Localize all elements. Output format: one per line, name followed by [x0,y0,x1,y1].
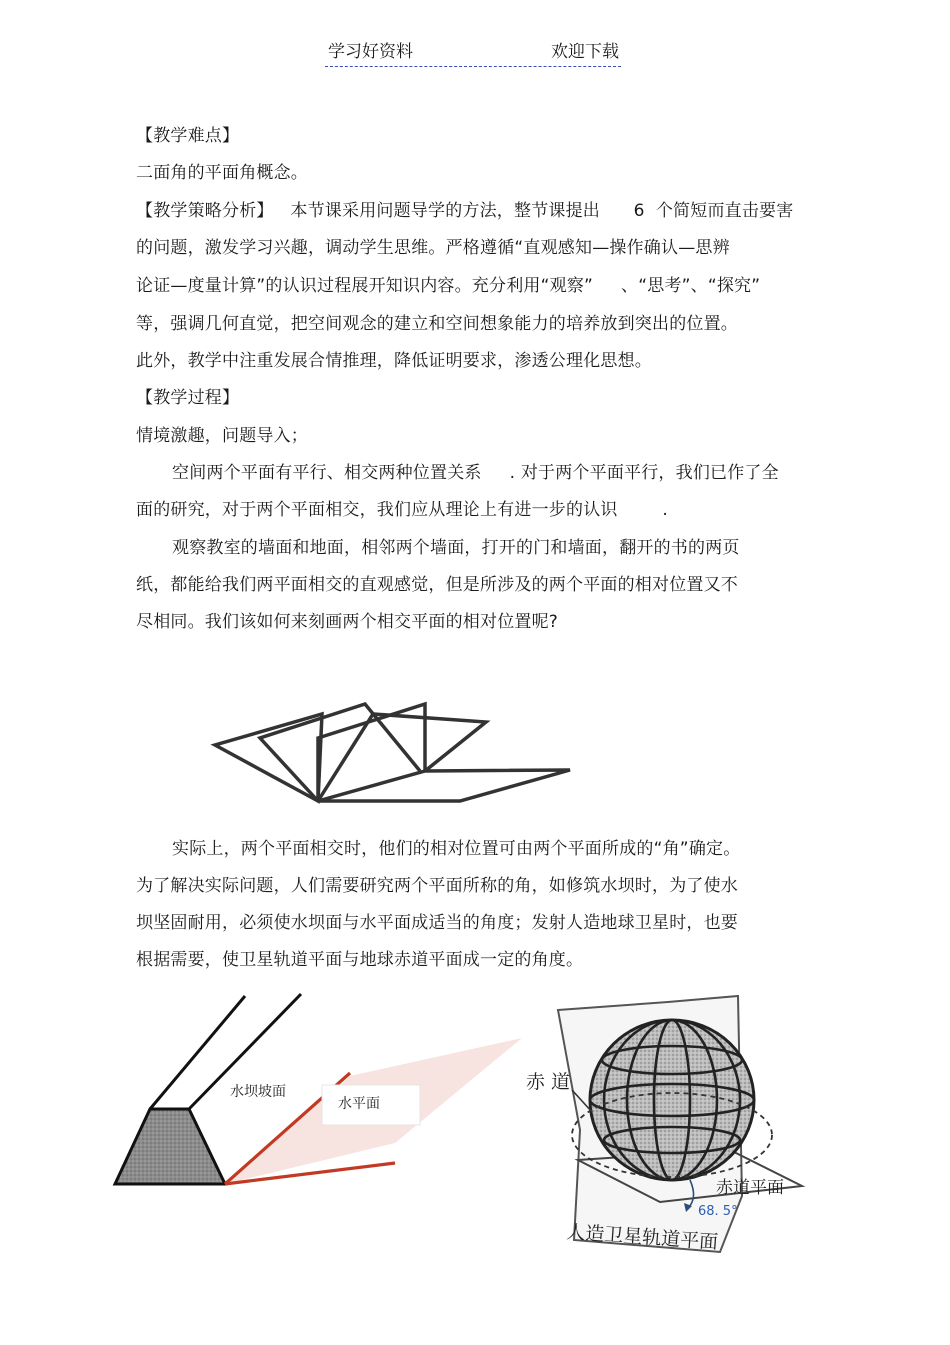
plane-wing-right [318,714,486,801]
dam-slope-label: 水坝坡面 [230,1084,286,1100]
plane-wing-mid [260,704,420,801]
paragraph-line: 坝坚固耐用，必须使水坝面与水平面成适当的角度；发射人造地球卫星时，也要 [136,913,738,933]
angle-label: 68. 5° [698,1204,738,1219]
header-right-text: 欢迎下载 [551,42,619,62]
paragraph-line: 等，强调几何直觉，把空间观念的建立和空间想象能力的培养放到突出的位置。 [136,314,738,334]
section-heading-difficulty: 【教学难点】 [136,126,240,146]
equator-label: 赤 道 [526,1071,571,1093]
page-header [325,40,621,67]
section-heading-process: 【教学过程】 [136,388,240,408]
paragraph-line: 面的研究，对于两个平面相交，我们应从理论上有进一步的认识 . [136,500,669,520]
paragraph-line: 【教学策略分析】 本节课采用问题导学的方法，整节课提出 6 个简短而直击要害 [136,201,794,221]
equator-plane-label: 赤道平面 [716,1178,784,1198]
paragraph-line: 纸，都能给我们两平面相交的直观感觉，但是所涉及的两个平面的相对位置又不 [136,575,738,595]
paragraph-line: 根据需要，使卫星轨道平面与地球赤道平面成一定的角度。 [136,950,584,970]
header-left-text: 学习好资料 [328,42,413,62]
paragraph-line: 尽相同。我们该如何来刻画两个相交平面的相对位置呢? [136,612,559,632]
paragraph-line: 二面角的平面角概念。 [136,163,308,183]
plane-floor [318,770,570,801]
intersecting-planes-figure [205,700,585,810]
horizontal-plane-label: 水平面 [338,1096,380,1112]
paragraph-line: 此外，教学中注重发展合情推理，降低证明要求，渗透公理化思想。 [136,351,652,371]
paragraph-line: 的问题，激发学习兴趣，调动学生思维。严格遵循“直观感知—操作确认—思辨 [136,238,730,258]
dam-body [115,1109,225,1184]
paragraph-line: 为了解决实际问题，人们需要研究两个平面所称的角，如修筑水坝时，为了使水 [136,876,738,896]
paragraph-line: 情境激趣，问题导入； [136,426,308,446]
paragraph-line: 实际上，两个平面相交时，他们的相对位置可由两个平面所成的“角”确定。 [172,839,741,859]
orbit-plane-label: 人造卫星轨道平面 [565,1221,719,1254]
paragraph-line: 论证—度量计算”的认识过程展开知识内容。充分利用“观察” 、“思考”、“探究” [136,276,761,296]
dam-figure [110,990,530,1195]
paragraph-line: 空间两个平面有平行、相交两种位置关系 . 对于两个平面平行，我们已作了全 [172,463,779,483]
paragraph-line: 观察教室的墙面和地面，相邻两个墙面，打开的门和墙面，翻开的书的两页 [172,538,740,558]
earth-orbit-figure [520,990,810,1260]
